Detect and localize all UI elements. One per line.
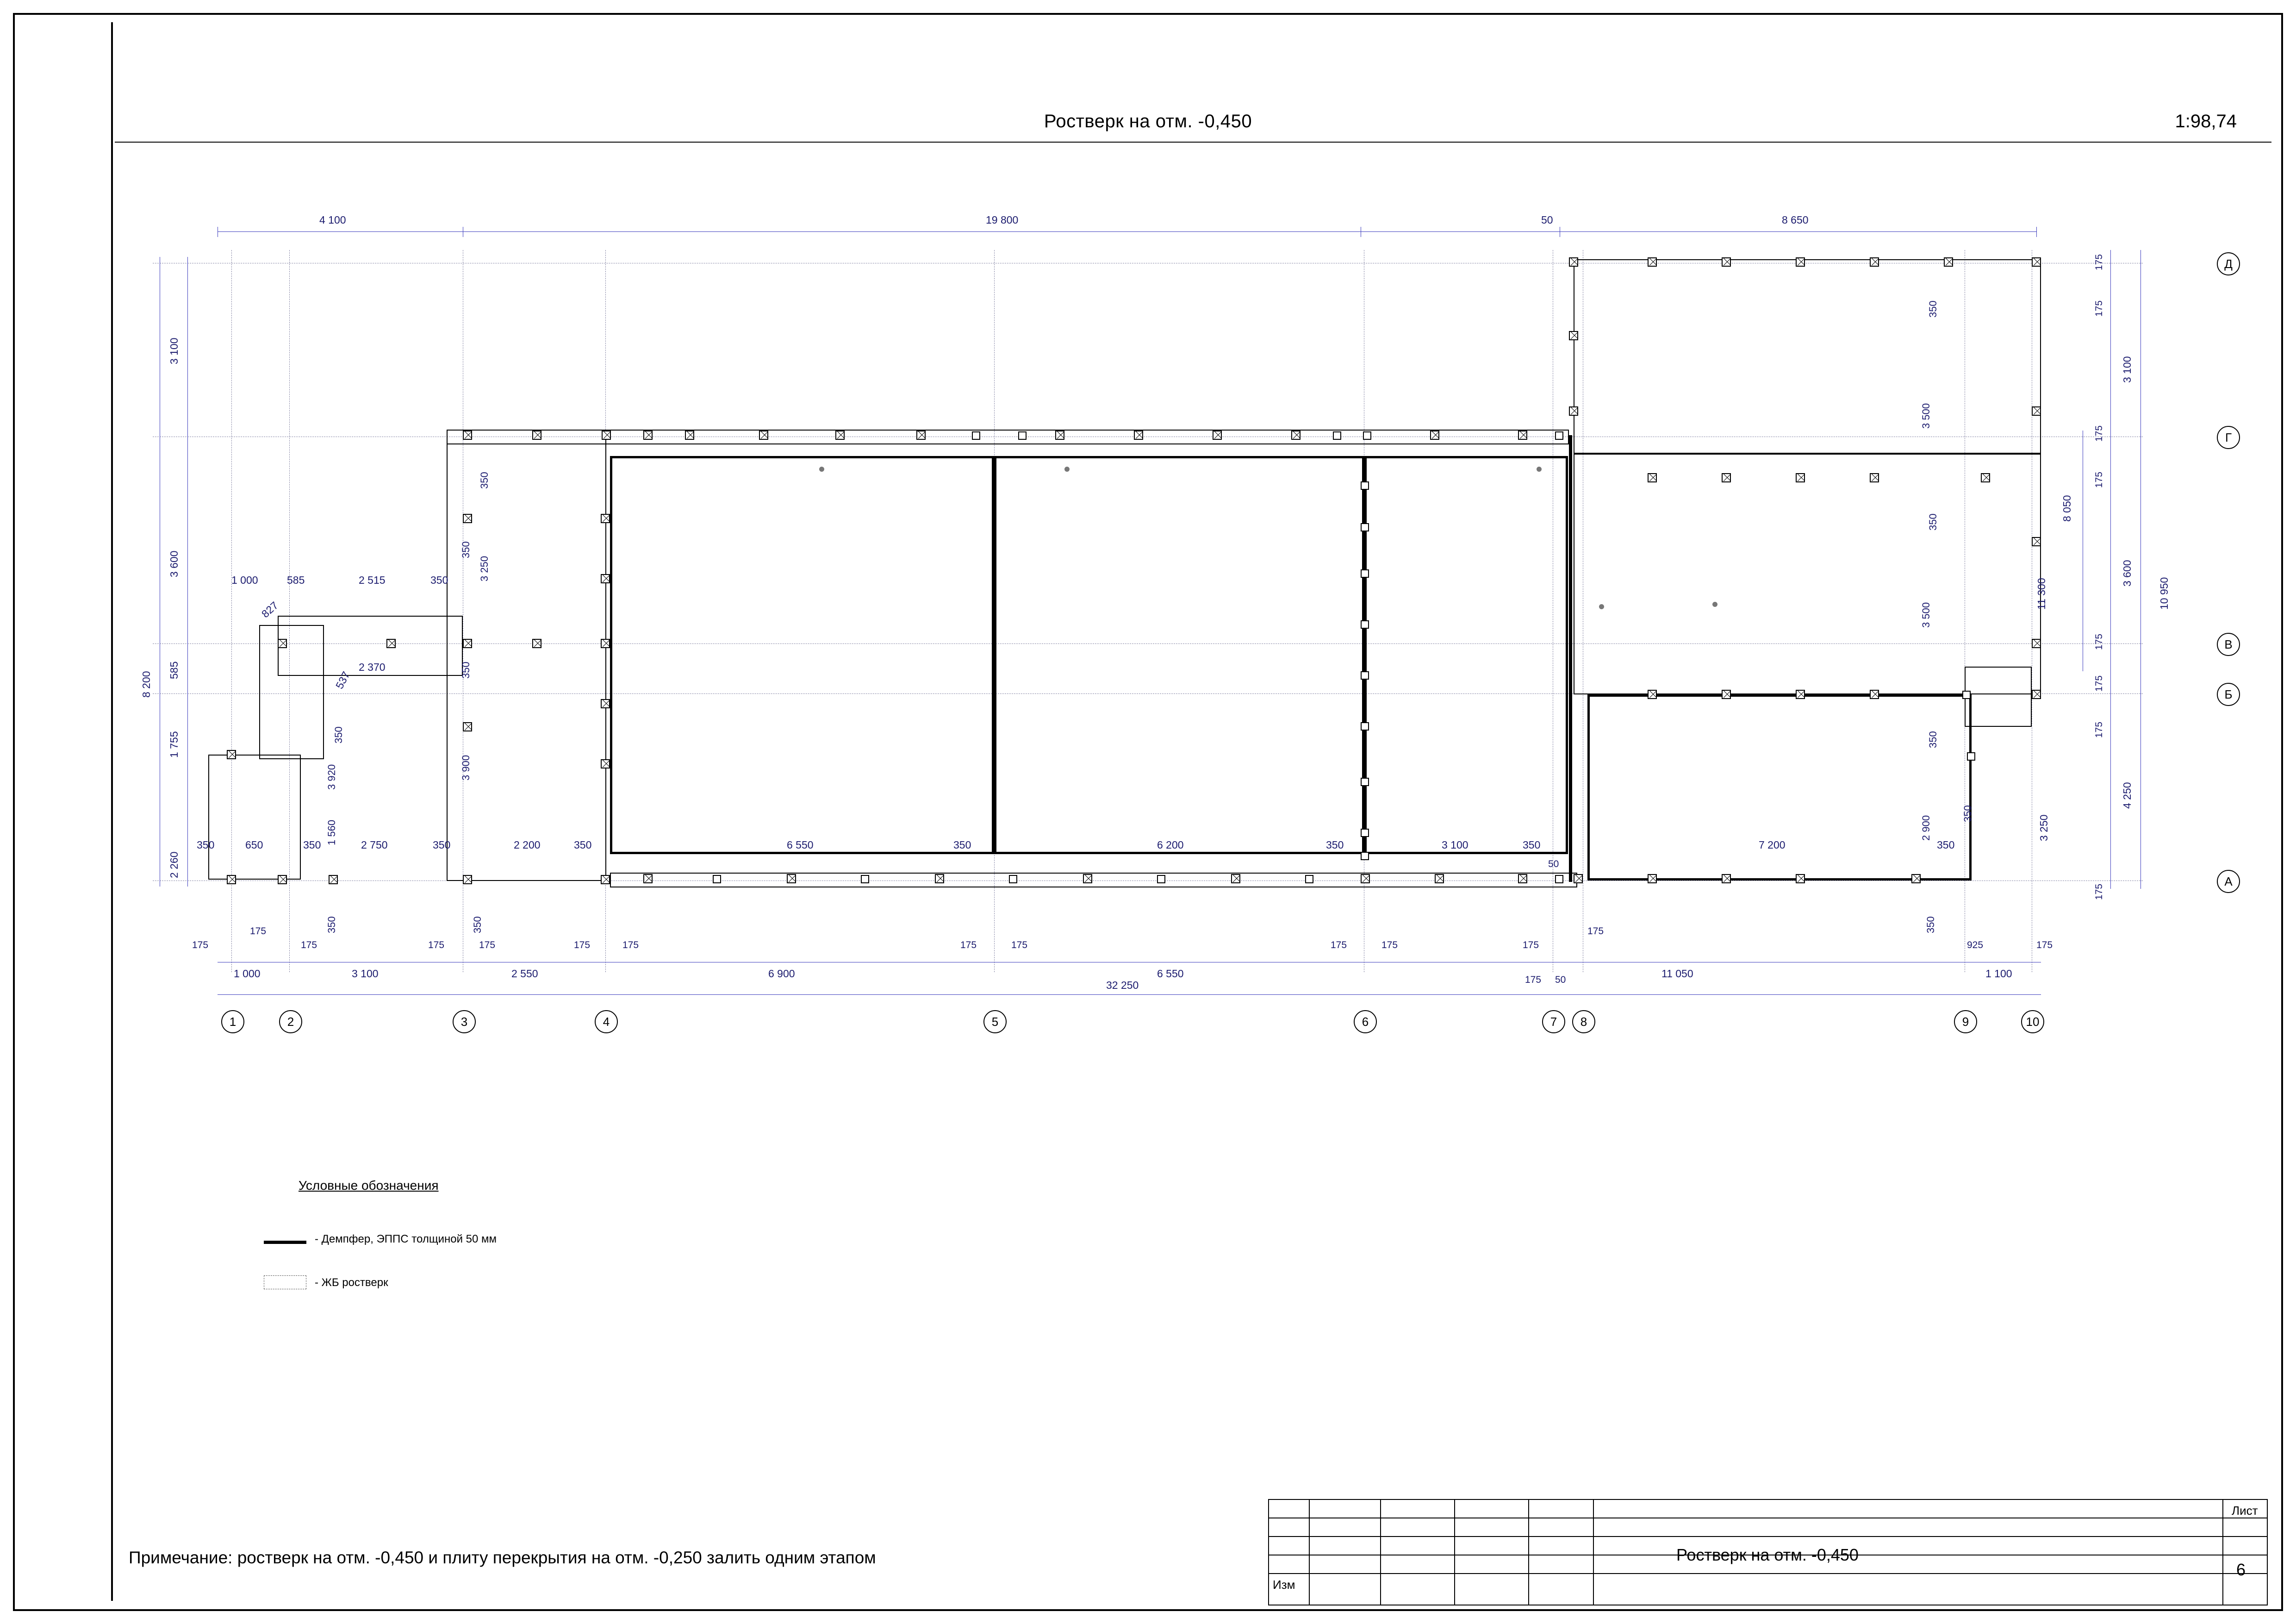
axis-bubble-9[interactable]: 9 [1954,1010,1977,1033]
pile [601,514,610,523]
dim-label: 1 560 [326,819,337,845]
pile [1518,874,1527,883]
grillage-room-2 [994,456,1364,854]
dim-label: 2 750 [361,839,388,851]
pile [1569,331,1578,340]
dim-label: 6 550 [787,839,814,851]
stamp-sheet-number: 6 [2236,1560,2246,1579]
pile [601,699,610,708]
post [1018,431,1027,440]
pile [329,875,338,884]
dim-label: 7 200 [1759,839,1786,851]
pile [602,431,611,440]
dim-label: 175 [2036,940,2053,950]
dim-label: 350 [333,726,344,743]
dim-total-right: 10 950 [2158,577,2170,610]
pile [643,431,653,440]
dim-label: 350 [326,916,337,933]
post [1157,875,1165,883]
dim-label: 3 500 [1920,602,1932,628]
marker-dot [1064,467,1070,472]
dim-label: 175 [2094,254,2104,270]
dim-label: 350 [1937,839,1955,851]
stamp-title: Ростверк на отм. -0,450 [1676,1545,1859,1564]
pile [463,639,472,648]
pile [685,431,694,440]
dim-label: 827 [259,599,280,620]
pile [935,874,944,883]
pile [1796,473,1805,482]
pile [1722,874,1731,883]
legend-damper-label: - Демпфер, ЭППС толщиной 50 мм [315,1233,497,1245]
axis-bubble-d[interactable]: Д [2217,252,2240,275]
dim-label: 350 [1925,916,1936,933]
grillage-right-upper [1574,259,2041,454]
dim-label: 50 [1541,214,1553,226]
pile [1648,690,1657,699]
dim-label: 3 920 [326,764,337,790]
grillage-room-3 [1364,456,1568,854]
pile [463,431,472,440]
dim-label: 350 [1523,839,1541,851]
pile [2032,639,2041,648]
pile [787,874,796,883]
grillage-room-1 [610,456,994,854]
dim-label: 2 260 [168,851,180,878]
pile [1213,431,1222,440]
pile [1981,473,1990,482]
post [713,875,721,883]
stamp-divider [1528,1500,1529,1605]
dim-label: 175 [2094,633,2104,650]
axis-bubble-1[interactable]: 1 [221,1010,244,1033]
pile [2032,257,2041,267]
dim-label: 175 [250,926,267,937]
dim-label: 175 [1011,940,1028,950]
dim-label: 175 [2094,300,2104,317]
dim-label: 50 [1548,859,1559,869]
dim-label: 925 [1967,940,1984,950]
pile [1796,874,1805,883]
dim-label: 175 [1331,940,1347,950]
dim-label: 50 [1555,974,1566,985]
post [1555,431,1563,440]
grillage-right-middle [1574,454,2041,694]
legend-grillage-label: - ЖБ ростверк [315,1276,388,1289]
pile [1055,431,1064,440]
post [1967,752,1975,761]
post [1361,620,1369,629]
dim-label: 350 [1962,805,1973,822]
dim-total-left: 8 200 [140,671,152,698]
post [972,431,980,440]
pile [1518,431,1527,440]
dim-left-inner [187,257,188,887]
dim-label: 11 050 [1661,968,1693,980]
title-divider [115,142,2271,143]
dim-top-chain [218,231,2036,232]
pile [532,431,541,440]
pile [2032,406,2041,416]
pile [1134,431,1143,440]
dim-label: 350 [460,541,472,558]
dim-label: 350 [1326,839,1344,851]
dim-label: 175 [192,940,209,950]
dim-total-right: 4 250 [2121,782,2133,809]
stamp-divider [1269,1573,2267,1574]
pile [386,639,396,648]
post [1555,875,1563,883]
dim-label: 650 [245,839,263,851]
pile [1291,431,1300,440]
stamp-divider [1380,1500,1381,1605]
dim-label: 1 000 [231,574,258,586]
axis-bubble-8[interactable]: 8 [1572,1010,1595,1033]
pile [1944,257,1953,267]
dim-label: 350 [430,574,448,586]
post [1361,569,1369,578]
axis-bubble-g[interactable]: Г [2217,426,2240,449]
grillage-beam-bottom [610,873,1577,887]
axis-bubble-a[interactable]: А [2217,870,2240,893]
pile [1231,874,1240,883]
pile [1722,690,1731,699]
pile [1361,874,1370,883]
pile [1870,473,1879,482]
pile [601,875,610,884]
marker-dot [1599,604,1604,609]
dim-label: 175 [479,940,496,950]
axis-bubble-5[interactable]: 5 [983,1010,1007,1033]
grillage-right-notch [1965,667,2032,727]
post [1009,875,1017,883]
dim-label: 175 [2094,883,2104,900]
dim-label: 175 [2094,425,2104,442]
dim-label: 175 [2094,471,2104,488]
dim-label: 3 100 [352,968,379,980]
pile [1648,874,1657,883]
dim-tick [2036,227,2037,237]
pile [916,431,926,440]
dim-label: 350 [472,916,483,933]
pile [1569,257,1578,267]
post [1361,778,1369,786]
axis-bubble-6[interactable]: 6 [1354,1010,1377,1033]
dim-label: 8 650 [1782,214,1809,226]
post [1363,431,1371,440]
post [1361,829,1369,837]
dim-right-1 [2110,250,2111,889]
pile [278,639,287,648]
pile [1796,690,1805,699]
dim-bottom-total-line [218,994,2041,995]
dim-label: 2 550 [511,968,538,980]
dim-total-right: 11 300 [2035,578,2047,610]
pile [227,750,236,759]
marker-dot [1712,602,1717,607]
pile [1722,257,1731,267]
dim-label: 3 600 [2121,560,2133,587]
axis-bubble-b[interactable]: Б [2217,683,2240,706]
post [1305,875,1313,883]
dim-label: 175 [574,940,591,950]
dim-label: 175 [301,940,317,950]
stamp-divider [1269,1536,2267,1537]
grillage-annex-left [208,755,301,880]
pile [227,875,236,884]
pile [835,431,845,440]
post [1333,431,1341,440]
marker-dot [1537,467,1542,472]
dim-label: 3 100 [1442,839,1468,851]
pile [463,514,472,523]
dim-label: 3 900 [460,755,472,781]
dim-label: 175 [428,940,445,950]
dim-label: 2 370 [359,661,386,673]
dim-label: 350 [433,839,451,851]
dim-right-2 [2140,250,2141,889]
dim-label: 2 900 [1920,815,1932,841]
dim-label: 1 755 [168,731,180,758]
dim-label: 585 [287,574,305,586]
dim-label: 2 515 [359,574,386,586]
post [1361,852,1369,860]
dim-label: 350 [574,839,592,851]
pile [2032,690,2041,699]
post [1361,722,1369,731]
stamp-divider [1454,1500,1455,1605]
dim-total-bottom: 32 250 [1106,979,1139,991]
page-title: Ростверк на отм. -0,450 [1044,111,1252,131]
legend-title: Условные обозначения [299,1178,439,1193]
pile [643,874,653,883]
pile [1648,257,1657,267]
note-text: Примечание: ростверк на отм. -0,450 и плиту перекрытия на отм. -0,250 залить одним этапом [129,1548,876,1568]
axis-bubble-2[interactable]: 2 [279,1010,302,1033]
post [1361,523,1369,531]
pile [463,722,472,731]
post [861,875,869,883]
dim-label: 19 800 [986,214,1019,226]
pile [601,574,610,583]
dim-label: 350 [197,839,215,851]
pile [1574,874,1583,883]
pile [1870,690,1879,699]
dim-label: 175 [622,940,639,950]
dim-label: 3 600 [168,550,180,577]
legend-grillage-symbol [264,1275,306,1289]
pile [601,639,610,648]
scale-label: 1:98,74 [2175,111,2237,131]
dim-label: 2 200 [514,839,541,851]
dim-label: 175 [960,940,977,950]
pile [1648,473,1657,482]
post [1361,671,1369,680]
dim-label: 4 100 [319,214,346,226]
dim-label: 350 [303,839,321,851]
stamp-divider [1593,1500,1594,1605]
pile [1083,874,1092,883]
dim-label: 350 [460,662,472,679]
dim-label: 6 200 [1157,839,1184,851]
dim-label: 6 550 [1157,968,1184,980]
stamp-divider [1309,1500,1310,1605]
pile [463,875,472,884]
post [1962,691,1971,699]
dim-label: 175 [1525,974,1542,985]
legend-damper-symbol [264,1241,306,1244]
pile [759,431,768,440]
pile [1911,874,1921,883]
grillage-right-lower [1587,694,1972,881]
dim-label: 175 [1381,940,1398,950]
dim-label: 3 100 [168,337,180,364]
dim-label: 3 250 [479,556,490,581]
dim-label: 3 100 [2121,356,2133,383]
damper-line [1569,435,1572,882]
dim-label: 350 [479,472,490,489]
stamp-divider [2222,1500,2223,1605]
dim-label: 3 500 [1920,403,1932,429]
pile [1796,257,1805,267]
stamp-sheet-label: Лист [2232,1504,2258,1518]
post [1361,481,1369,490]
dim-label: 175 [1523,940,1539,950]
pile [1569,406,1578,416]
pile [601,759,610,768]
dim-label: 175 [1587,926,1604,937]
dim-label: 585 [168,661,180,679]
dim-label: 175 [2094,721,2104,738]
dim-label: 350 [1927,731,1939,748]
pile [1430,431,1439,440]
axis-bubble-v[interactable]: В [2217,633,2240,656]
dim-label: 1 000 [234,968,261,980]
dim-label: 1 100 [1985,968,2012,980]
dim-label: 175 [2094,675,2104,692]
dim-total-right: 3 250 [2038,814,2050,841]
grillage-left-block [447,430,606,881]
marker-dot [819,467,824,472]
dim-total-right: 8 050 [2061,495,2073,522]
dim-label: 350 [1927,300,1939,318]
stamp-change-label: Изм [1273,1578,1295,1592]
pile [278,875,287,884]
title-block [1268,1499,2268,1605]
dim-label: 6 900 [768,968,795,980]
grillage-beam-top [447,430,1569,444]
pile [1722,473,1731,482]
axis-bubble-10[interactable]: 10 [2021,1010,2044,1033]
dim-label: 537 [333,669,352,691]
pile [2032,537,2041,546]
dim-label: 350 [953,839,971,851]
pile [1435,874,1444,883]
pile [1870,257,1879,267]
axis-bubble-4[interactable]: 4 [595,1010,618,1033]
axis-bubble-3[interactable]: 3 [453,1010,476,1033]
pile [532,639,541,648]
axis-bubble-7[interactable]: 7 [1542,1010,1565,1033]
dim-label: 350 [1927,513,1939,531]
